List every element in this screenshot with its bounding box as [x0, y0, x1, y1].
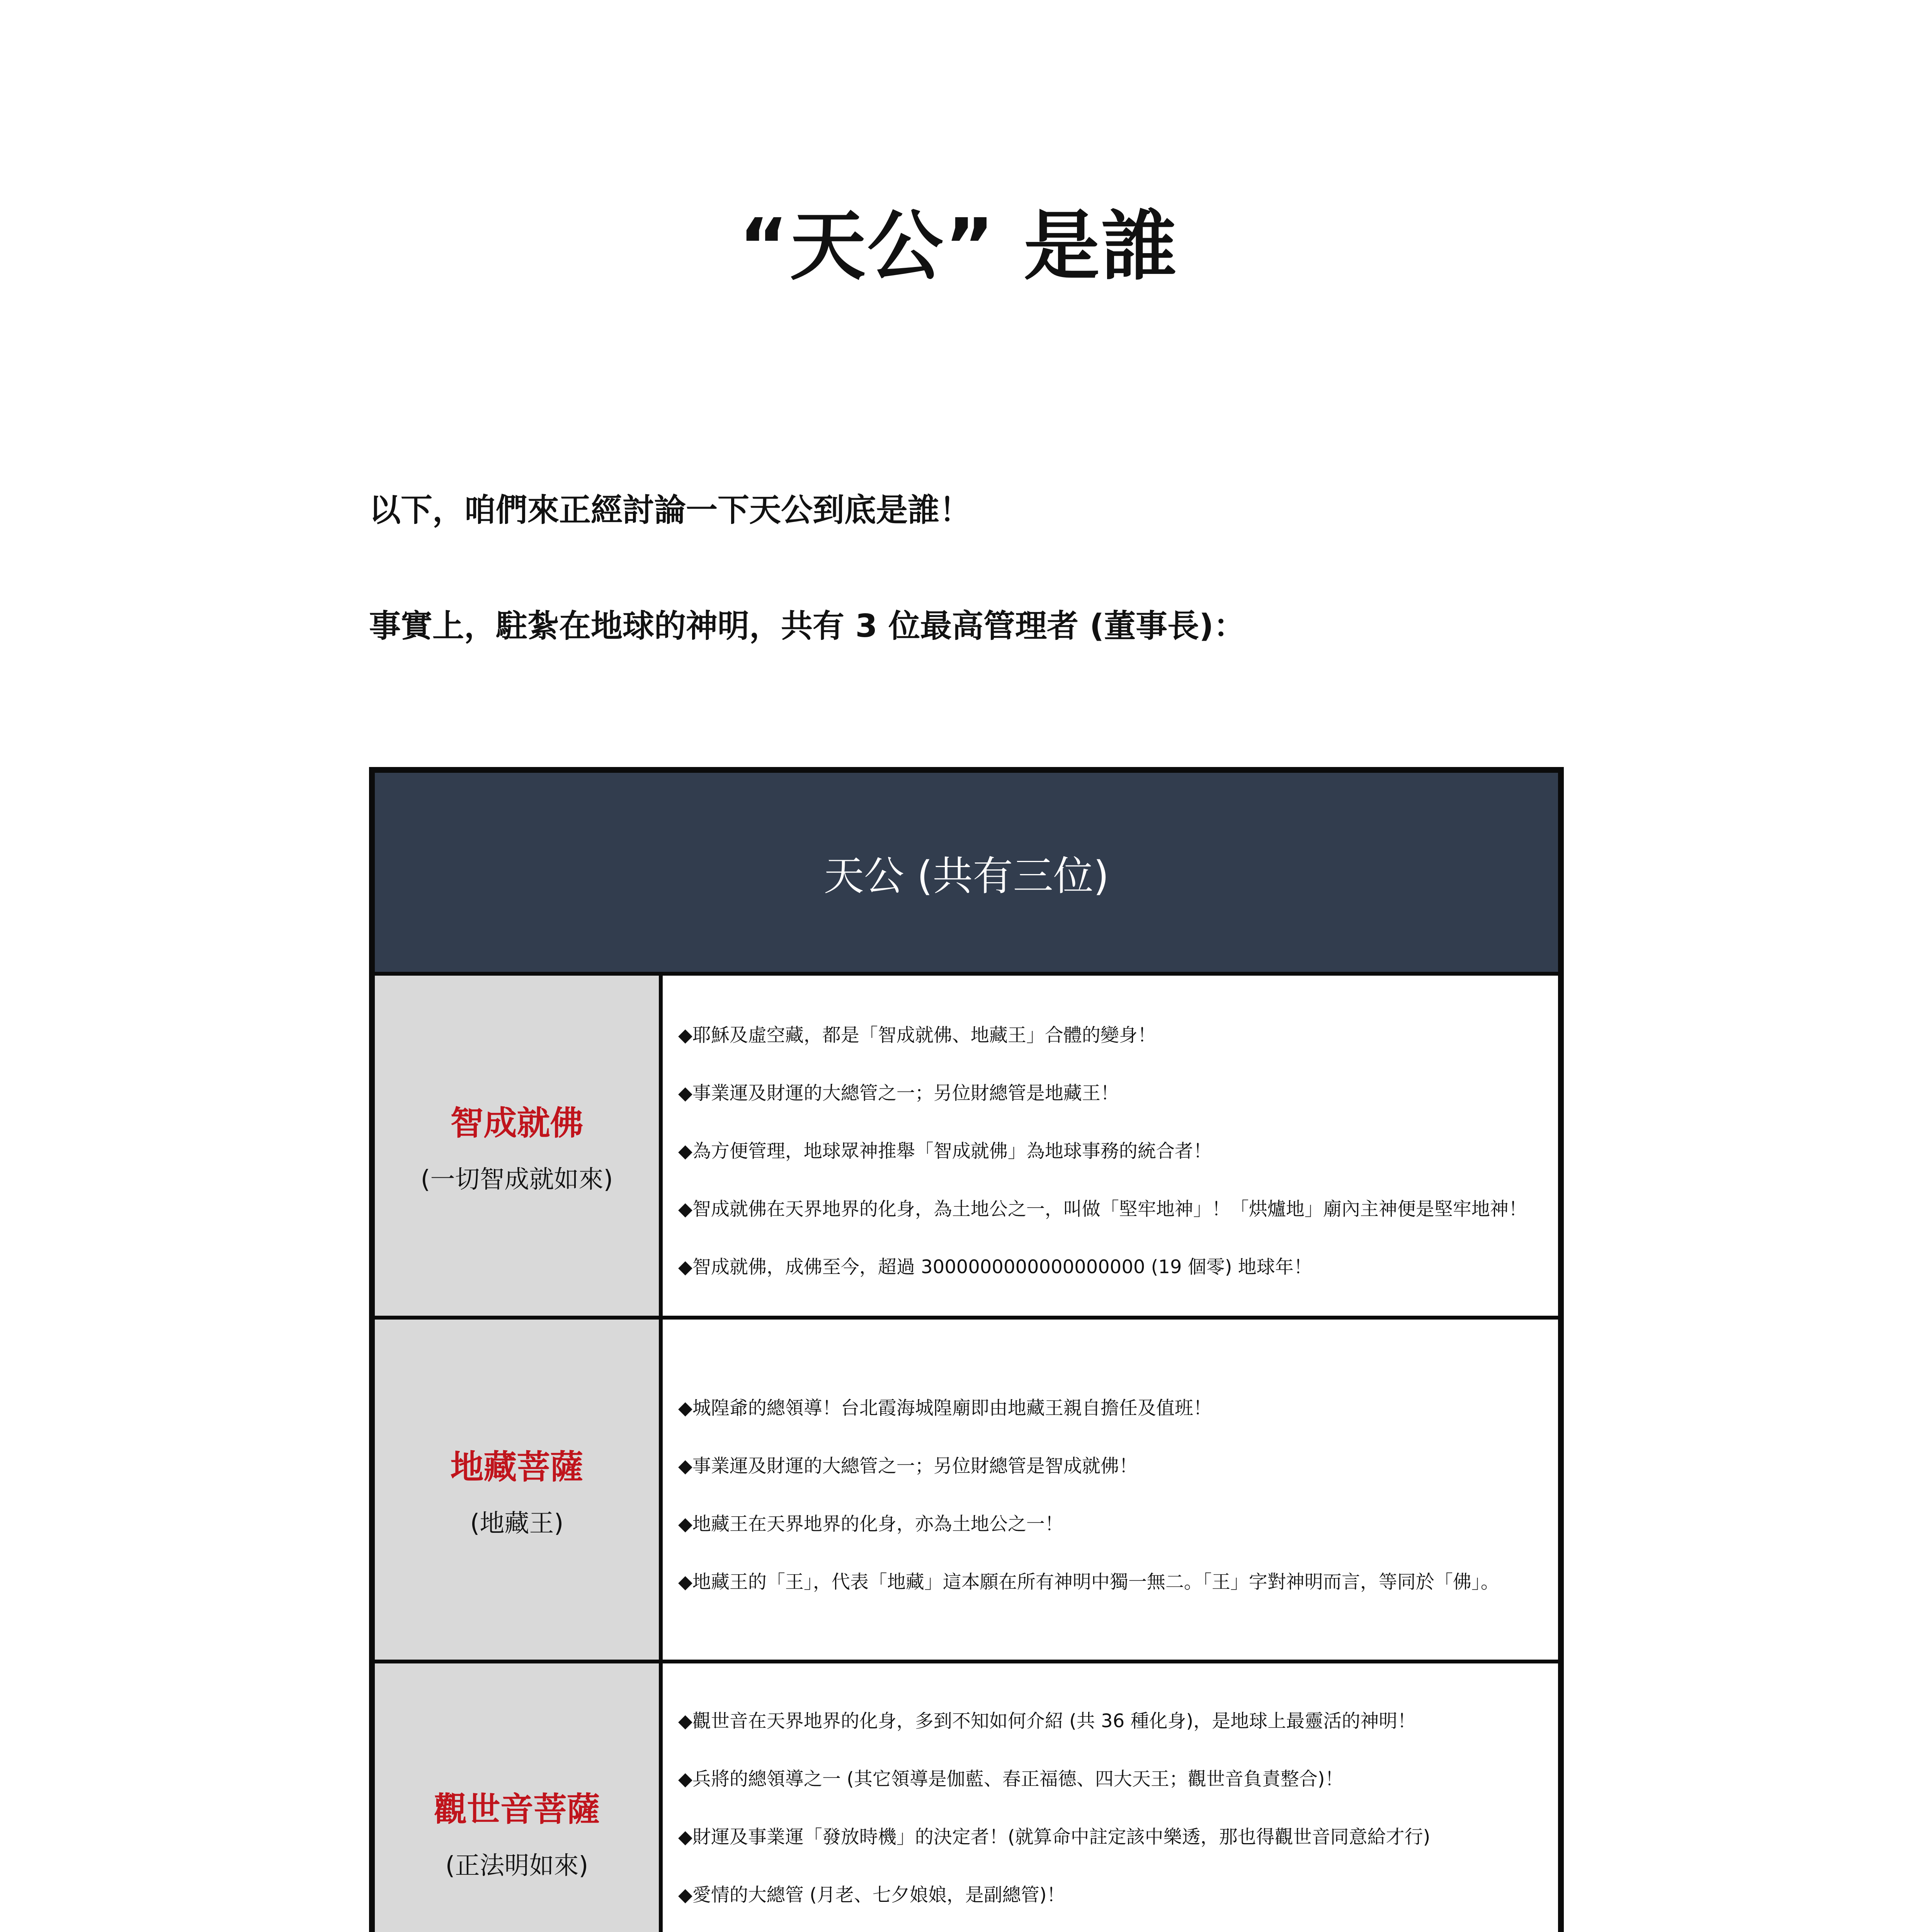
description-cell: [663, 1663, 1558, 1932]
deity-alias: (一切智成就如來): [420, 1165, 613, 1194]
deity-alias: (正法明如來): [445, 1852, 589, 1880]
table-row: [375, 1663, 1558, 1932]
deity-cell: [375, 976, 663, 1316]
list-item: ◆智成就佛在天界地界的化身，為土地公之一，叫做「堅牢地神」！「烘爐地」廟內主神便是堅牢地神！: [678, 1198, 1527, 1220]
description-cell: [663, 1320, 1558, 1660]
list-item: ◆事業運及財運的大總管之一；另位財總管是智成就佛！: [678, 1455, 1138, 1477]
page-title: “天公” 是誰: [738, 202, 1179, 291]
list-item: ◆智成就佛，成佛至今，超過 3000000000000000000 (19 個零) 地球年！: [678, 1256, 1312, 1278]
list-item: ◆愛情的大總管 (月老、七夕娘娘，是副總管)！: [678, 1884, 1065, 1906]
deity-cell: [375, 1320, 663, 1660]
list-item: ◆為方便管理，地球眾神推舉「智成就佛」為地球事務的統合者！: [678, 1140, 1212, 1162]
list-item: ◆事業運及財運的大總管之一；另位財總管是地藏王！: [678, 1082, 1119, 1104]
table-header: 天公 (共有三位): [375, 773, 1558, 976]
list-item: ◆觀世音在天界地界的化身，多到不知如何介紹 (共 36 種化身)，是地球上最靈活的神明！: [678, 1710, 1416, 1732]
table-row: [375, 1320, 1558, 1663]
description-cell: [663, 976, 1558, 1316]
deity-name: 地藏菩薩: [450, 1448, 583, 1486]
list-item: ◆兵將的總領導之一 (其它領導是伽藍、春正福德、四大天王；觀世音負責整合)！: [678, 1768, 1344, 1790]
deity-table: [369, 767, 1564, 1932]
deity-cell: [375, 1663, 663, 1932]
deity-alias: (地藏王): [470, 1509, 564, 1538]
deity-name: 觀世音菩薩: [434, 1790, 600, 1829]
list-item: ◆地藏王在天界地界的化身，亦為土地公之一！: [678, 1513, 1063, 1535]
list-item: ◆財運及事業運「發放時機」的決定者！(就算命中註定該中樂透，那也得觀世音同意給才行): [678, 1826, 1431, 1848]
list-item: ◆城隍爺的總領導！台北霞海城隍廟即由地藏王親自擔任及值班！: [678, 1397, 1212, 1419]
intro-paragraph-2: 事實上，駐紮在地球的神明，共有 3 位最高管理者 (董事長)：: [369, 608, 1245, 645]
table-row: [375, 976, 1558, 1320]
deity-name: 智成就佛: [450, 1104, 583, 1143]
list-item: ◆地藏王的「王」，代表「地藏」這本願在所有神明中獨一無二。「王」字對神明而言，等同於「佛」。: [678, 1571, 1499, 1593]
intro-paragraph-1: 以下，咱們來正經討論一下天公到底是誰！: [369, 492, 971, 529]
list-item: ◆耶穌及虛空藏，都是「智成就佛、地藏王」合體的變身！: [678, 1024, 1156, 1046]
